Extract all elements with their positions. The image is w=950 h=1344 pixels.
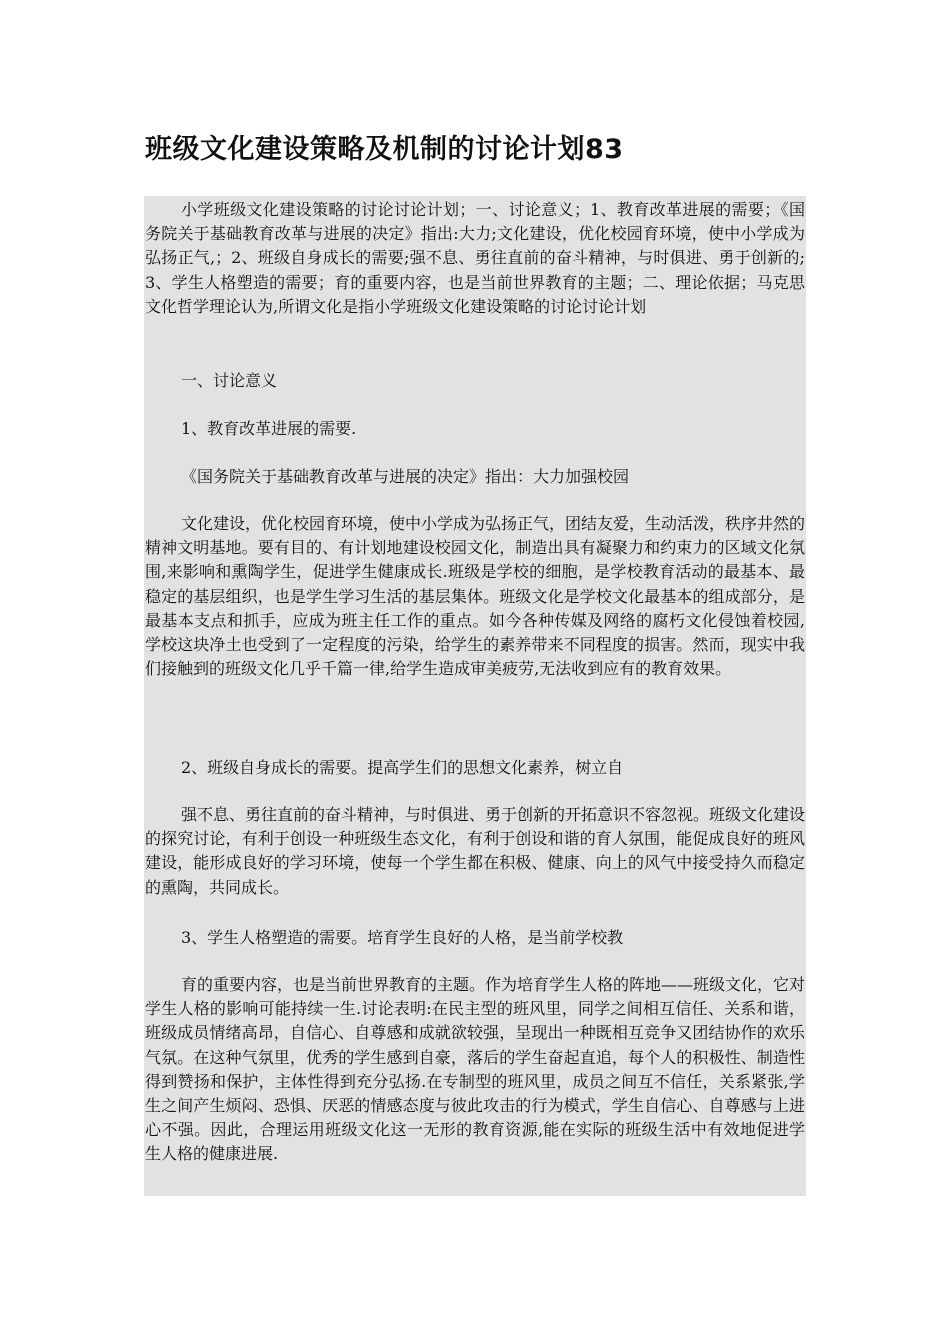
document-title: 班级文化建设策略及机制的讨论计划83 [145,134,624,165]
body-paragraph: 育的重要内容，也是当前世界教育的主题。作为培育学生人格的阵地——班级文化，它对学生人格的影响可能持续一生.讨论表明:在民主型的班风里，同学之间相互信任、关系和谐，班级成员情绪高昂，自信心、自尊感和成就欲较强，呈现出一种既相互竞争又团结协作的欢乐气氛。在这种气氛里，优秀的学生感到自豪，落后的学生奋起直追，每个人的积极性、制造性得到赞扬和保护，主体性得到充分弘扬.在专制型的班风里，成员之间互不信任，关系紧张,学生之间产生烦闷、恐惧、厌恶的情感态度与彼此攻击的行为模式，学生自信心、自尊感与上进心不强。因此，合理运用班级文化这一无形的教育资源,能在实际的班级生活中有效地促进学生人格的健康进展. [145,975,806,1164]
subsection-heading: 3、学生人格塑造的需要。培育学生良好的人格，是当前学校教 [181,928,624,947]
body-paragraph: 文化建设，优化校园育环境，使中小学成为弘扬正气，团结友爱，生动活泼，秩序井然的精神文明基地。要有目的、有计划地建设校园文化，制造出具有凝聚力和约束力的区域文化氛围,来影响和熏陶学生，促进学生健康成长.班级是学校的细胞，是学校教育活动的最基本、最稳定的基层组织，也是学生学习生活的基层集体。班级文化是学校文化最基本的组成部分，是最基本支点和抓手，应成为班主任工作的重点。如今各种传媒及网络的腐朽文化侵蚀着校园,学校这块净土也受到了一定程度的污染，给学生的素养带来不同程度的损害。然而，现实中我们接触到的班级文化几乎千篇一律,给学生造成审美疲劳,无法收到应有的教育效果。 [145,514,806,679]
summary-paragraph: 小学班级文化建设策略的讨论讨论计划；一、讨论意义；1、教育改革进展的需要；《国务院关于基础教育改革与进展的决定》指出:大力;文化建设，优化校园育环境，使中小学成为弘扬正气,；2、班级自身成长的需要;强不息、勇往直前的奋斗精神，与时俱进、勇于创新的;3、学生人格塑造的需要；育的重要内容，也是当前世界教育的主题；二、理论依据；马克思文化哲学理论认为,所谓文化是指小学班级文化建设策略的讨论讨论计划 [145,200,805,316]
body-paragraph: 《国务院关于基础教育改革与进展的决定》指出：大力加强校园 [181,467,630,486]
section-heading: 一、讨论意义 [181,371,278,390]
body-paragraph: 强不息、勇往直前的奋斗精神，与时俱进、勇于创新的开拓意识不容忽视。班级文化建设的探究讨论，有利于创设一种班级生态文化，有利于创设和谐的育人氛围，能促成良好的班风建设，能形成良好的学习环境，使每一个学生都在积极、健康、向上的风气中接受持久而稳定的熏陶，共同成长。 [145,805,806,897]
subsection-heading: 1、教育改革进展的需要. [181,419,357,438]
subsection-heading: 2、班级自身成长的需要。提高学生们的思想文化素养，树立自 [181,758,624,777]
